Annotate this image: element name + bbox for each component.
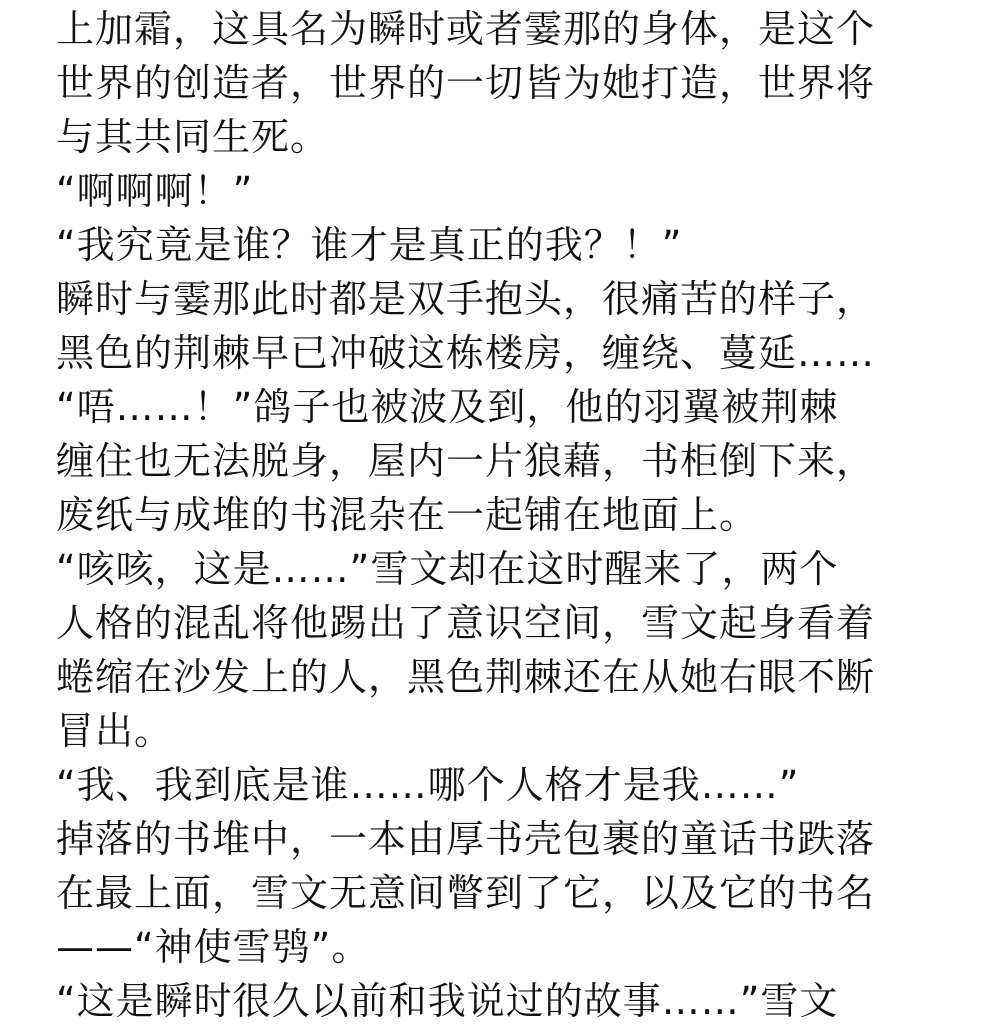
text-line: 与其共同生死。 [56, 115, 330, 159]
text-line: “唔……！”鸽子也被波及到，他的羽翼被荆棘 [56, 385, 839, 429]
text-line: 黑色的荆棘早已冲破这栋楼房，缠绕、蔓延…… [56, 331, 876, 375]
text-line: “这是瞬时很久以前和我说过的故事……”雪文 [56, 979, 839, 1023]
text-line: 在最上面，雪文无意间瞥到了它，以及它的书名 [56, 871, 876, 915]
text-line: “咳咳，这是……”雪文却在这时醒来了，两个 [56, 547, 839, 591]
text-line: ——“神使雪鸮”。 [56, 925, 371, 969]
text-line: “我、我到底是谁……哪个人格才是我……” [56, 763, 800, 807]
text-line: 蜷缩在沙发上的人，黑色荆棘还在从她右眼不断 [56, 655, 876, 699]
text-line: 缠住也无法脱身，屋内一片狼藉，书柜倒下来， [56, 439, 876, 483]
text-line: 废纸与成堆的书混杂在一起铺在地面上。 [56, 493, 759, 537]
article-body [56, 0, 936, 1028]
text-line: 人格的混乱将他踢出了意识空间，雪文起身看着 [56, 601, 876, 645]
text-line: “我究竟是谁？谁才是真正的我？！” [56, 223, 683, 267]
text-line: 掉落的书堆中，一本由厚书壳包裹的童话书跌落 [56, 817, 876, 861]
text-line: 冒出。 [56, 709, 174, 753]
text-line: “啊啊啊！” [56, 169, 254, 213]
text-line: 瞬时与霎那此时都是双手抱头，很痛苦的样子， [56, 277, 876, 321]
text-line: 上加霜，这具名为瞬时或者霎那的身体，是这个 [56, 7, 876, 51]
text-line: 世界的创造者，世界的一切皆为她打造，世界将 [56, 61, 876, 105]
